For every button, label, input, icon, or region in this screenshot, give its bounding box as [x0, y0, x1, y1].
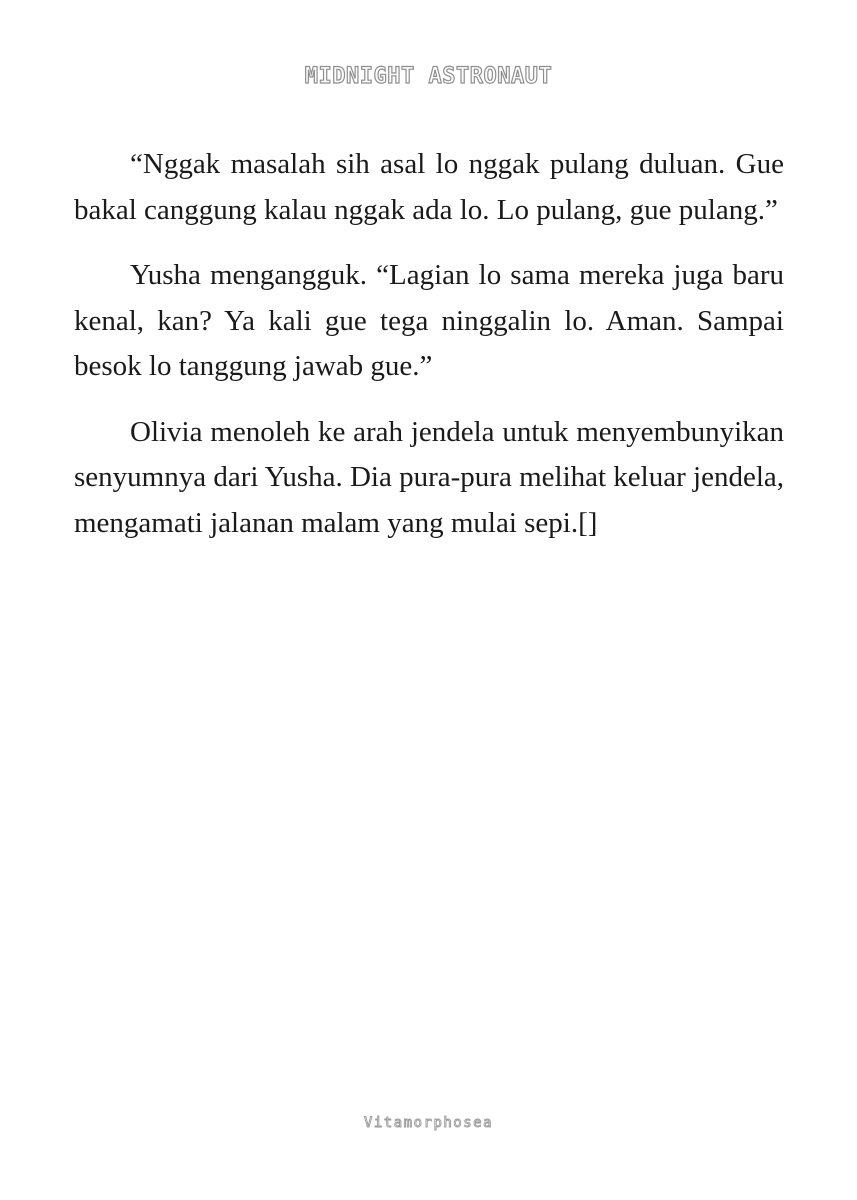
running-footer	[0, 1114, 857, 1132]
running-header	[0, 64, 857, 89]
paragraph-1: “Nggak masalah sih asal lo nggak pulang duluan. Gue bakal canggung kalau nggak ada lo. Lo pulang, gue pulang.”	[74, 148, 784, 226]
page-body	[74, 142, 784, 566]
paragraph-3: Olivia menoleh ke arah jendela untuk menyembunyikan senyumnya dari Yusha. Dia pura-pura melihat keluar jendela, mengamati jalanan malam yang mulai sepi.[]	[74, 415, 784, 539]
paragraph-2: Yusha mengangguk. “Lagian lo sama mereka juga baru kenal, kan? Ya kali gue tega ninggalin lo. Aman. Sampai besok lo tanggung jawab gue.”	[74, 259, 784, 382]
book-title: MIDNIGHT ASTRONAUT	[304, 64, 553, 89]
author-name: Vitamorphosea	[363, 1115, 494, 1131]
